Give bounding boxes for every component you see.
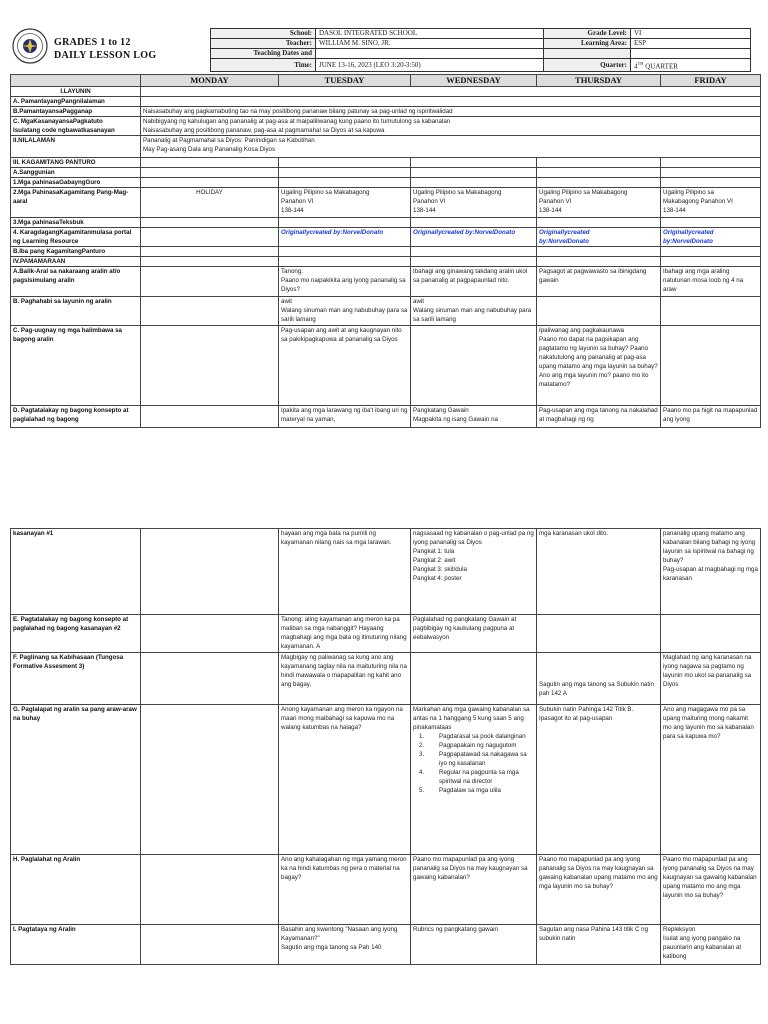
log-header bbox=[10, 26, 760, 74]
day-header-monday: MONDAY bbox=[141, 75, 279, 87]
row-pagtataya: I. Pagtataya ng Aralin bbox=[11, 925, 141, 965]
thu-pagtatalakay-1-cont: mga karanasan ukol dito. bbox=[537, 529, 661, 615]
row-teksbuk: 3.Mga pahinasaTeksbuk bbox=[11, 218, 141, 228]
row-karagdagan: 4. KaragdagangKagamitanmulasa portal ng Learning Resource bbox=[11, 228, 141, 247]
kasanayan-text: Nabibigyang ng kahulugan ang pananalig at pag-asa at maipaliliwanag kung paano ito tumutulong sa kabanalan Naisasabuhay ang positibong pananaw, pag-asa at pagmamahal sa Diyos at sa kapuwa bbox=[141, 117, 761, 136]
school-label: School: bbox=[211, 29, 316, 39]
row-sanggunian: A.Sanggunian bbox=[11, 168, 141, 178]
row-kagamitan: III. KAGAMITANG PANTURO bbox=[11, 158, 141, 168]
dates-label-1: Teaching Dates and bbox=[211, 49, 316, 59]
list-item: 4. Regular na pagpunta sa mga spiritwal na director bbox=[419, 769, 519, 785]
row-iba-pa: B.Iba pang KagamitangPanturo bbox=[11, 247, 141, 257]
tue-pagtatalakay-1: Ipakita ang mga larawang ng iba't ibang uri ng materyal na yaman, bbox=[279, 406, 411, 428]
pamantayan-pagganap-text: Naisasabuhay ang pagkamabuting tao na may positibong pananaw bilang patunay sa pag-unlad ng ispiritwalidad bbox=[141, 107, 761, 117]
school-value: DASOL INTEGRATED SCHOOL bbox=[316, 29, 544, 39]
info-table bbox=[210, 28, 751, 72]
area-value: ESP bbox=[631, 39, 751, 49]
row-pagtatalakay-1-cont: kasanayan #1 bbox=[11, 529, 141, 615]
thu-pagtataya: Sagutan ang nasa Pahina 143 titik C ng subukin natin bbox=[537, 925, 661, 965]
fri-paglinang: Maglahad ng iang karanasan na iyong nagawa sa pagtamo ng layunin mo ukol sa pananalig sa Diyos bbox=[661, 653, 761, 705]
wed-pagtatalakay-1: Pangkatang Gawain Magpakita ng isang Gawain na bbox=[411, 406, 537, 428]
tue-balik-aral: Tanong: Paano mo naipakikita ang iyong pananalig sa Diyos? bbox=[279, 267, 411, 297]
lesson-log-page-2 bbox=[10, 528, 760, 965]
row-balik-aral: A.Balik-Aral sa nakaraang aralin at/o pagsisimulang aralin bbox=[11, 267, 141, 297]
tue-pagtataya: Basahin ang kwentong "Nasaan ang iyong Kayamanan?" Sagutin ang mga tanong sa Pah 140 bbox=[279, 925, 411, 965]
wed-kagamitan: Ugaling Pilipino sa Makabagong Panahon VI 138-144 bbox=[411, 188, 537, 218]
fri-orig-credit: Originallycreated by:NorvelDonato bbox=[661, 228, 761, 247]
log-title bbox=[54, 36, 156, 62]
row-pamantayan-nilalaman: A. PamantayangPangnilalaman bbox=[11, 97, 141, 107]
fri-paglalahat: Paano mo mapapunlad pa ang iyong pananalig sa Diyos na may kaugnayan sa gawaing kabanalan upang matamo mo ang mga layunin mo sa buhay? bbox=[661, 855, 761, 925]
fri-kagamitan: Ugaling Pilipino sa Makabagong Panahon VI 138-144 bbox=[661, 188, 761, 218]
lesson-grid-2 bbox=[10, 528, 761, 965]
wed-pagtatalakay-2: Paglalahad ng pangkatang Gawain at pagbibigay ng kaukulang pagpuna at eebalwasyon bbox=[411, 615, 537, 653]
teacher-value: WILLIAM M. SINO, JR. bbox=[316, 39, 544, 49]
thu-pagtatalakay-1: Pag-usapan ang mga tanong na nakalahad at magbahagi ng ng bbox=[537, 406, 661, 428]
quarter-label: Quarter: bbox=[544, 59, 631, 72]
thu-kagamitan: Ugaling Pilipino sa Makabagong Panahon VI 138-144 bbox=[537, 188, 661, 218]
teacher-label: Teacher: bbox=[211, 39, 316, 49]
grade-label: Grade Level: bbox=[544, 29, 631, 39]
row-paghahabi: B. Paghahabi sa layunin ng aralin bbox=[11, 297, 141, 326]
fri-pagtatalakay-1-cont: pananalig upang matamo ang kabanalan bilang bahagi ng iyong layunin sa ispiritwal na bahagi ng buhay? Pag-usapan at magbahagi ng mga karanasan bbox=[661, 529, 761, 615]
row-paglinang: F. Paglinang sa Kabihasaan (Tungosa Formative Assesment 3) bbox=[11, 653, 141, 705]
list-item: 3. Pagpapatawad sa nakagawa sa iyo ng kasalanan bbox=[419, 751, 527, 767]
title-line-1: GRADES 1 to 12 bbox=[54, 37, 131, 48]
title-line-2: DAILY LESSON LOG bbox=[54, 50, 157, 61]
day-header-wednesday: WEDNESDAY bbox=[411, 75, 537, 87]
dates-label-2: Time: bbox=[211, 59, 316, 72]
tue-paghahabi: awit Walang sinuman man ang nabubuhay para sa sarili lamang bbox=[279, 297, 411, 326]
row-pag-uugnay: C. Pag-uugnay ng mga halimbawa sa bagong aralin bbox=[11, 326, 141, 406]
row-paglalapat: G. Paglalapat ng aralin sa pang araw-araw na buhay bbox=[11, 705, 141, 855]
thu-balik-aral: Pagsagot at pagwawasto sa ibinigdang gawain bbox=[537, 267, 661, 297]
row-pang-mag-aaral: 2.Mga PahinasaKagamitang Pang-Mag-aaral bbox=[11, 188, 141, 218]
tue-paglalapat: Anong kayamanan ang meron ka ngayon na maari mong maibahagi sa kapuwa mo na walang katumbas na halaga? bbox=[279, 705, 411, 855]
thu-paglinang: Sagutin ang mga tanong sa Subukin natin pah 142 A bbox=[537, 653, 661, 705]
deped-seal-icon bbox=[12, 28, 48, 64]
day-header-friday: FRIDAY bbox=[661, 75, 761, 87]
wed-paglalahat: Paano mo mapapunlad pa ang iyong pananalig sa Diyos na may kaugnayan sa gawaing kabanalan? bbox=[411, 855, 537, 925]
row-gabay: 1.Mga pahinasaGabayngGuro bbox=[11, 178, 141, 188]
day-header-thursday: THURSDAY bbox=[537, 75, 661, 87]
thu-pag-uugnay: Ipaliwanag ang pagkakaunawa Paano mo dapat na pagsikapan ang pagtatamo ng layunin sa buhay? Paano nakatutulong ang pananalig at pag-asa upang matamo ang mga layunin sa buhay? Ano ang mga layunin mo? paano mo ito matatamo? bbox=[537, 326, 661, 406]
row-nilalaman: II.NILALAMAN bbox=[11, 136, 141, 158]
wed-paghahabi: awit Walang sinuman man ang nabubuhay para sa sarili lamang bbox=[411, 297, 537, 326]
wed-orig-credit: Originallycreated by:NorvelDonato bbox=[411, 228, 537, 247]
row-pagtatalakay-2: E. Pagtatalakay ng bagong konsepto at paglalahad ng bagong kasanayan #2 bbox=[11, 615, 141, 653]
kabanalan-list bbox=[419, 732, 534, 795]
fri-balik-aral: Ibahagi ang mga araling natutunan mosa loob ng 4 na araw bbox=[661, 267, 761, 297]
fri-pagtataya: Repleksyon Isulat ang iyong pangako na pauunlarin ang kabanalan at katibong bbox=[661, 925, 761, 965]
fri-pagtatalakay-1: Paano mo pa higit na mapapunlad ang iyong bbox=[661, 406, 761, 428]
thu-paglalapat: Subukin natin Pahinga 142 Titik B. Ipasagot ito at pag-usapan bbox=[537, 705, 661, 855]
tue-paglinang: Magbigay ng paliwanag sa kung ano ang kayamanang taglay nila na maituturing nila na hindi mawawala o mapapalitan ng kahit ano ang bagay. bbox=[279, 653, 411, 705]
list-item: 1. Pagdarasal sa pook dalanginan bbox=[419, 733, 526, 740]
thu-orig-credit: Originallycreated by:NorvelDonato bbox=[537, 228, 661, 247]
day-header-tuesday: TUESDAY bbox=[279, 75, 411, 87]
fri-paglalapat: Ano ang magagawa mo pa sa upang maituring mong nakamit mo ang layunin mo sa kabanalan para sa kapuwa mo? bbox=[661, 705, 761, 855]
thu-paglalahat: Paano mo mapapunlad pa ang iyong pananalig sa Diyos na may kaugnayan sa gawaing kabanalan upang matamo mo ang mga layunin mo sa buhay? bbox=[537, 855, 661, 925]
lesson-grid-1 bbox=[10, 74, 761, 428]
tue-pag-uugnay: Pag-usapan ang awit at ang kaugnayan nito sa pakikipagkapuwa at pananalig sa Diyos bbox=[279, 326, 411, 406]
tue-orig-credit: Originallycreated by:NorvelDonato bbox=[279, 228, 411, 247]
row-pamamaraan: IV.PAMAMARAAN bbox=[11, 257, 141, 267]
tue-pagtatalakay-1-cont: hayaan ang mga bata na pumili ng kayamanan nilang nais sa mga larawan. bbox=[279, 529, 411, 615]
lesson-log-page-1 bbox=[10, 26, 760, 428]
list-item: 2. Pagpapakain ng nagugutom bbox=[419, 742, 517, 749]
wed-balik-aral: Ibahagi ang ginawang takdang aralin ukol sa pananalig at pagpapaunlad nito. bbox=[411, 267, 537, 297]
row-kasanayan: C. MgaKasanayansaPagkatuto Isulatang code ngbawatkasanayan bbox=[11, 117, 141, 136]
wed-paglalapat: Markahan ang mga gawaing kabanalan sa antas na 1 hanggang 5 kung saan 5 ang pinakamataas 1. Pagdarasal sa pook dalanginan 2. Pagpapakain ng nagugutom 3. Pagpapatawad sa nakagawa sa iyo ng kasalanan 4. Regular na pagpunta sa mga spiritwal na director 5. Pagdalaw sa mga ulila bbox=[411, 705, 537, 855]
row-pagtatalakay-1: D. Pagtatalakay ng bagong konsepto at paglalahad ng bagong bbox=[11, 406, 141, 428]
row-paglalahat: H. Paglalahat ng Aralin bbox=[11, 855, 141, 925]
grade-value: VI bbox=[631, 29, 751, 39]
nilalaman-text: Pananalig at Pagmamahal sa Diyos: Paninidigan sa Kabutihan May Pag-asang Dala ang Pananalig Kosa Diyos bbox=[141, 136, 761, 158]
tue-kagamitan: Ugaling Pilipino sa Makabagong Panahon VI 138-144 bbox=[279, 188, 411, 218]
tue-pagtatalakay-2: Tanong: aling kayamanan ang meron ka pa maliban sa mga nabanggit? Hayaang magbahagi ang mga bata ng itinuturing nilang kayamanan. A bbox=[279, 615, 411, 653]
wed-pagtataya: Rubrics ng pangkatang gawain bbox=[411, 925, 537, 965]
area-label: Learning Area: bbox=[544, 39, 631, 49]
dates-value: JUNE 13-16, 2023 (LEO 3:20-3:50) bbox=[316, 59, 544, 72]
list-item: 5. Pagdalaw sa mga ulila bbox=[419, 787, 501, 794]
row-layunin: I.LAYUNIN bbox=[11, 87, 141, 97]
quarter-value: 4TH QUARTER bbox=[631, 59, 751, 72]
wed-pagtatalakay-1-cont: nagsasaad ng kabanalan o pag-unlad pa ng iyong pananalig sa Diyos Pangkat 1: tula Pangkat 2: awit Pangkat 3: skit/dula Pangkat 4: poster bbox=[411, 529, 537, 615]
holiday-cell: HOLIDAY bbox=[141, 188, 279, 218]
tue-paglalahat: Ano ang kahalagahan ng mga yamang meron ka na hindi katumbas ng pera o material na bagay? bbox=[279, 855, 411, 925]
row-pamantayan-pagganap: B.PamantayansaPagganap bbox=[11, 107, 141, 117]
